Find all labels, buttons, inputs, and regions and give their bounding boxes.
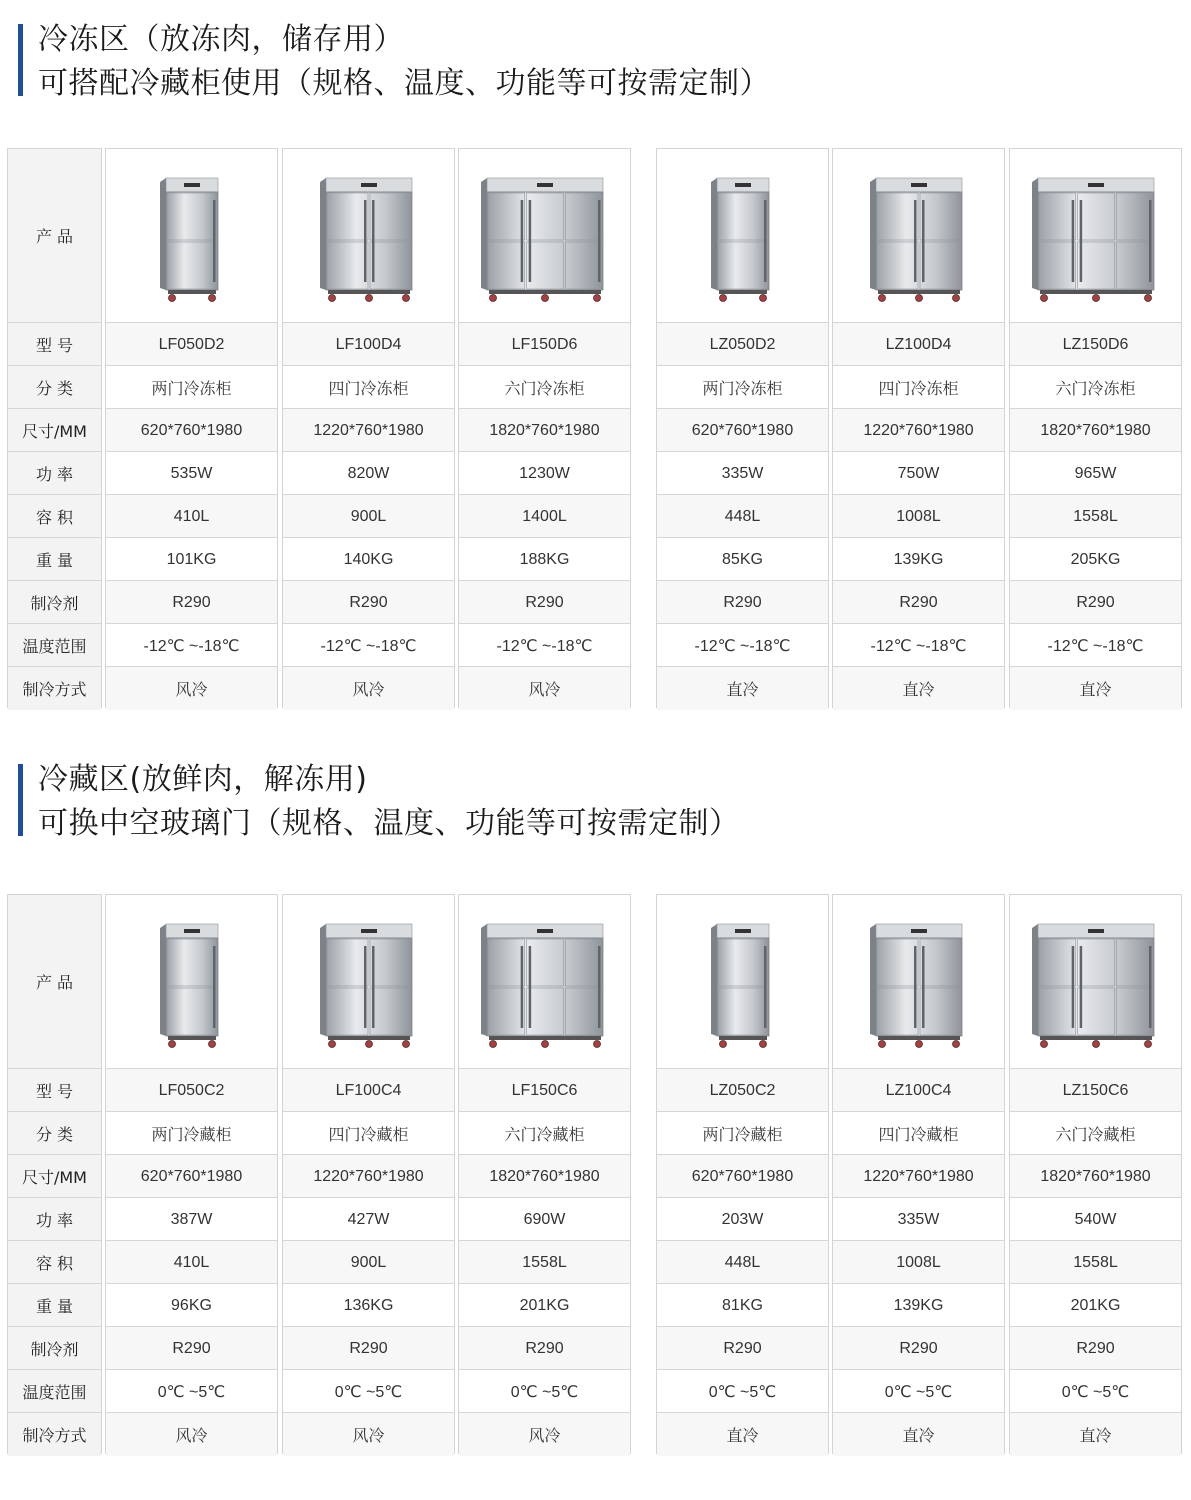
product-image-cell (657, 895, 828, 1068)
fridge-wheel (759, 294, 766, 301)
product-column (1009, 894, 1182, 1454)
product-image-cell (106, 895, 277, 1068)
cell-volume: 1558L (459, 1240, 630, 1284)
cell-weight: 139KG (833, 1283, 1004, 1327)
row-label-model: 型 号 (8, 322, 101, 366)
product-column (282, 894, 455, 1454)
cell-weight: 96KG (106, 1283, 277, 1327)
fridge-image (854, 912, 984, 1052)
fridge-display (1088, 183, 1104, 187)
fridge-wheel (328, 1040, 335, 1047)
cell-model: LF100D4 (283, 322, 454, 366)
row-label-weight: 重 量 (8, 537, 101, 581)
fridge-base (328, 1036, 410, 1040)
cell-power: 335W (657, 451, 828, 495)
fridge-body (326, 938, 412, 1036)
fridge-handle (520, 946, 523, 1028)
cell-volume: 410L (106, 494, 277, 538)
fridge-display (537, 183, 553, 187)
fridge-handle (598, 200, 601, 282)
fridge-wheel (719, 1040, 726, 1047)
cell-weight: 140KG (283, 537, 454, 581)
cell-temp-range: -12℃ ~-18℃ (833, 623, 1004, 667)
fridge-wheel (402, 1040, 409, 1047)
cell-temp-range: 0℃ ~5℃ (283, 1369, 454, 1413)
fridge-handle (1079, 200, 1082, 282)
chiller-title: 冷藏区(放鲜肉，解冻用) (38, 762, 368, 797)
cell-temp-range: 0℃ ~5℃ (1010, 1369, 1181, 1413)
chiller-subtitle: 可换中空玻璃门（规格、温度、功能等可按需定制） (38, 806, 740, 841)
fridge-image (304, 912, 434, 1052)
fridge-wheel (952, 1040, 959, 1047)
fridge-handle (520, 200, 523, 282)
product-column (656, 148, 829, 708)
fridge-body (1038, 938, 1154, 1036)
product-column (832, 148, 1005, 708)
cell-power: 535W (106, 451, 277, 495)
cell-refrigerant: R290 (657, 580, 828, 624)
cell-temp-range: 0℃ ~5℃ (459, 1369, 630, 1413)
cell-volume: 410L (106, 1240, 277, 1284)
row-label-cooling-method: 制冷方式 (8, 666, 101, 710)
cell-power: 965W (1010, 451, 1181, 495)
fridge-image (127, 166, 257, 306)
cell-model: LZ100D4 (833, 322, 1004, 366)
product-image-cell (1010, 149, 1181, 322)
cell-volume: 1008L (833, 494, 1004, 538)
cell-model: LZ050C2 (657, 1068, 828, 1112)
fridge-wheel (1144, 1040, 1151, 1047)
cell-size: 1220*760*1980 (833, 1154, 1004, 1198)
fridge-display (1088, 929, 1104, 933)
cell-size: 620*760*1980 (657, 408, 828, 452)
fridge-wheel (759, 1040, 766, 1047)
cell-weight: 188KG (459, 537, 630, 581)
row-label-volume: 容 积 (8, 1240, 101, 1284)
cell-model: LZ050D2 (657, 322, 828, 366)
cell-category: 两门冷冻柜 (657, 365, 828, 409)
fridge-base (1040, 290, 1152, 294)
cell-volume: 448L (657, 1240, 828, 1284)
fridge-display (184, 183, 200, 187)
product-column (458, 148, 631, 708)
cell-power: 387W (106, 1197, 277, 1241)
fridge-base (1040, 1036, 1152, 1040)
fridge-wheel (168, 294, 175, 301)
cell-volume: 448L (657, 494, 828, 538)
cell-size: 1220*760*1980 (283, 408, 454, 452)
row-label-category: 分 类 (8, 1111, 101, 1155)
fridge-wheel (489, 294, 496, 301)
product-image-cell (657, 149, 828, 322)
cell-model: LZ150D6 (1010, 322, 1181, 366)
row-label-product: 产 品 (8, 149, 101, 322)
cell-weight: 81KG (657, 1283, 828, 1327)
row-label-volume: 容 积 (8, 494, 101, 538)
cell-weight: 139KG (833, 537, 1004, 581)
cell-refrigerant: R290 (833, 1326, 1004, 1370)
cell-size: 620*760*1980 (106, 408, 277, 452)
row-label-column (7, 894, 102, 1454)
cell-temp-range: -12℃ ~-18℃ (459, 623, 630, 667)
cell-temp-range: 0℃ ~5℃ (657, 1369, 828, 1413)
product-image-cell (283, 895, 454, 1068)
fridge-handle (372, 200, 375, 282)
cell-refrigerant: R290 (1010, 1326, 1181, 1370)
cell-temp-range: -12℃ ~-18℃ (283, 623, 454, 667)
fridge-handle (1149, 200, 1152, 282)
row-label-size: 尺寸/MM (8, 1154, 101, 1198)
row-label-column (7, 148, 102, 708)
fridge-handle (914, 946, 917, 1028)
cell-cooling-method: 风冷 (106, 666, 277, 710)
cell-model: LF050C2 (106, 1068, 277, 1112)
fridge-body (1038, 192, 1154, 290)
fridge-handle (528, 200, 531, 282)
fridge-display (361, 929, 377, 933)
row-label-size: 尺寸/MM (8, 408, 101, 452)
heading-accent-bar (18, 764, 23, 836)
fridge-image (854, 166, 984, 306)
fridge-handle (372, 946, 375, 1028)
row-label-power: 功 率 (8, 1197, 101, 1241)
product-column (656, 894, 829, 1454)
cell-refrigerant: R290 (833, 580, 1004, 624)
fridge-wheel (402, 294, 409, 301)
fridge-wheel (328, 294, 335, 301)
freezer-title: 冷冻区（放冻肉，储存用） (38, 22, 404, 57)
product-column (105, 148, 278, 708)
freezer-subtitle: 可搭配冷藏柜使用（规格、温度、功能等可按需定制） (38, 66, 770, 101)
cell-cooling-method: 风冷 (459, 1412, 630, 1456)
cell-volume: 1558L (1010, 494, 1181, 538)
fridge-display (184, 929, 200, 933)
fridge-base (168, 1036, 216, 1040)
product-image-cell (106, 149, 277, 322)
fridge-base (719, 1036, 767, 1040)
fridge-base (328, 290, 410, 294)
fridge-wheel (878, 1040, 885, 1047)
row-label-category: 分 类 (8, 365, 101, 409)
fridge-handle (1079, 946, 1082, 1028)
row-label-refrigerant: 制冷剂 (8, 1326, 101, 1370)
cell-cooling-method: 直冷 (657, 666, 828, 710)
product-image-cell (833, 149, 1004, 322)
fridge-handle (914, 200, 917, 282)
cell-category: 两门冷藏柜 (657, 1111, 828, 1155)
cell-power: 427W (283, 1197, 454, 1241)
fridge-handle (1149, 946, 1152, 1028)
fridge-wheel (915, 294, 922, 301)
fridge-handle (598, 946, 601, 1028)
cell-category: 六门冷藏柜 (1010, 1111, 1181, 1155)
fridge-handle (213, 946, 216, 1028)
cell-refrigerant: R290 (283, 1326, 454, 1370)
cell-model: LF150D6 (459, 322, 630, 366)
cell-refrigerant: R290 (1010, 580, 1181, 624)
fridge-wheel (208, 1040, 215, 1047)
cell-volume: 900L (283, 494, 454, 538)
cell-cooling-method: 直冷 (1010, 1412, 1181, 1456)
cell-temp-range: -12℃ ~-18℃ (1010, 623, 1181, 667)
row-label-temp-range: 温度范围 (8, 623, 101, 667)
cell-power: 690W (459, 1197, 630, 1241)
fridge-display (735, 183, 751, 187)
product-column (282, 148, 455, 708)
product-column (458, 894, 631, 1454)
cell-power: 820W (283, 451, 454, 495)
cell-category: 六门冷冻柜 (459, 365, 630, 409)
cell-temp-range: 0℃ ~5℃ (833, 1369, 1004, 1413)
cell-volume: 1558L (1010, 1240, 1181, 1284)
fridge-wheel (1144, 294, 1151, 301)
cell-category: 六门冷冻柜 (1010, 365, 1181, 409)
cell-model: LZ150C6 (1010, 1068, 1181, 1112)
cell-refrigerant: R290 (106, 580, 277, 624)
cell-model: LF100C4 (283, 1068, 454, 1112)
fridge-handle (1071, 200, 1074, 282)
cell-cooling-method: 风冷 (283, 1412, 454, 1456)
cell-refrigerant: R290 (283, 580, 454, 624)
fridge-wheel (1040, 1040, 1047, 1047)
fridge-wheel (593, 1040, 600, 1047)
fridge-image (480, 912, 610, 1052)
cell-cooling-method: 直冷 (833, 666, 1004, 710)
fridge-base (168, 290, 216, 294)
cell-volume: 1400L (459, 494, 630, 538)
fridge-image (304, 166, 434, 306)
cell-size: 1220*760*1980 (283, 1154, 454, 1198)
fridge-display (911, 183, 927, 187)
cell-temp-range: 0℃ ~5℃ (106, 1369, 277, 1413)
cell-category: 四门冷藏柜 (833, 1111, 1004, 1155)
cell-refrigerant: R290 (459, 580, 630, 624)
product-image-cell (459, 149, 630, 322)
fridge-body (166, 192, 218, 290)
product-image-cell (459, 895, 630, 1068)
fridge-wheel (593, 294, 600, 301)
product-column (832, 894, 1005, 1454)
fridge-image (480, 166, 610, 306)
cell-size: 1820*760*1980 (459, 408, 630, 452)
fridge-handle (364, 200, 367, 282)
fridge-image (678, 166, 808, 306)
cell-volume: 900L (283, 1240, 454, 1284)
fridge-base (878, 1036, 960, 1040)
row-label-weight: 重 量 (8, 1283, 101, 1327)
fridge-wheel (915, 1040, 922, 1047)
cell-temp-range: -12℃ ~-18℃ (106, 623, 277, 667)
fridge-wheel (365, 1040, 372, 1047)
cell-category: 四门冷藏柜 (283, 1111, 454, 1155)
cell-size: 1220*760*1980 (833, 408, 1004, 452)
fridge-body (487, 192, 603, 290)
cell-weight: 136KG (283, 1283, 454, 1327)
fridge-image (1031, 912, 1161, 1052)
fridge-display (911, 929, 927, 933)
fridge-handle (922, 200, 925, 282)
fridge-body (326, 192, 412, 290)
cell-cooling-method: 直冷 (1010, 666, 1181, 710)
cell-model: LF150C6 (459, 1068, 630, 1112)
cell-size: 1820*760*1980 (1010, 1154, 1181, 1198)
cell-category: 四门冷冻柜 (283, 365, 454, 409)
cell-model: LF050D2 (106, 322, 277, 366)
cell-volume: 1008L (833, 1240, 1004, 1284)
cell-power: 1230W (459, 451, 630, 495)
fridge-image (1031, 166, 1161, 306)
fridge-handle (1071, 946, 1074, 1028)
product-image-cell (833, 895, 1004, 1068)
fridge-wheel (541, 294, 548, 301)
fridge-wheel (541, 1040, 548, 1047)
row-label-product: 产 品 (8, 895, 101, 1068)
fridge-display (361, 183, 377, 187)
heading-accent-bar (18, 24, 23, 96)
fridge-wheel (208, 294, 215, 301)
fridge-wheel (489, 1040, 496, 1047)
fridge-image (678, 912, 808, 1052)
fridge-base (719, 290, 767, 294)
row-label-model: 型 号 (8, 1068, 101, 1112)
row-label-power: 功 率 (8, 451, 101, 495)
cell-cooling-method: 风冷 (283, 666, 454, 710)
cell-refrigerant: R290 (657, 1326, 828, 1370)
cell-power: 203W (657, 1197, 828, 1241)
cell-cooling-method: 风冷 (459, 666, 630, 710)
fridge-handle (364, 946, 367, 1028)
row-label-cooling-method: 制冷方式 (8, 1412, 101, 1456)
cell-category: 两门冷冻柜 (106, 365, 277, 409)
product-image-cell (283, 149, 454, 322)
fridge-body (717, 938, 769, 1036)
cell-weight: 201KG (1010, 1283, 1181, 1327)
fridge-display (735, 929, 751, 933)
cell-cooling-method: 直冷 (833, 1412, 1004, 1456)
cell-category: 六门冷藏柜 (459, 1111, 630, 1155)
cell-size: 620*760*1980 (106, 1154, 277, 1198)
fridge-base (489, 290, 601, 294)
cell-refrigerant: R290 (106, 1326, 277, 1370)
fridge-wheel (365, 294, 372, 301)
fridge-display (537, 929, 553, 933)
cell-temp-range: -12℃ ~-18℃ (657, 623, 828, 667)
fridge-handle (528, 946, 531, 1028)
cell-power: 540W (1010, 1197, 1181, 1241)
fridge-wheel (1092, 1040, 1099, 1047)
fridge-handle (922, 946, 925, 1028)
cell-weight: 101KG (106, 537, 277, 581)
row-label-refrigerant: 制冷剂 (8, 580, 101, 624)
fridge-body (487, 938, 603, 1036)
fridge-handle (764, 946, 767, 1028)
cell-weight: 85KG (657, 537, 828, 581)
cell-power: 750W (833, 451, 1004, 495)
fridge-wheel (1092, 294, 1099, 301)
cell-size: 1820*760*1980 (459, 1154, 630, 1198)
fridge-base (878, 290, 960, 294)
fridge-wheel (1040, 294, 1047, 301)
cell-category: 四门冷冻柜 (833, 365, 1004, 409)
fridge-wheel (719, 294, 726, 301)
cell-refrigerant: R290 (459, 1326, 630, 1370)
row-label-temp-range: 温度范围 (8, 1369, 101, 1413)
cell-size: 620*760*1980 (657, 1154, 828, 1198)
fridge-body (876, 938, 962, 1036)
fridge-body (717, 192, 769, 290)
cell-power: 335W (833, 1197, 1004, 1241)
cell-size: 1820*760*1980 (1010, 408, 1181, 452)
fridge-handle (213, 200, 216, 282)
cell-weight: 201KG (459, 1283, 630, 1327)
product-column (1009, 148, 1182, 708)
fridge-wheel (952, 294, 959, 301)
cell-weight: 205KG (1010, 537, 1181, 581)
fridge-image (127, 912, 257, 1052)
product-column (105, 894, 278, 1454)
fridge-body (166, 938, 218, 1036)
cell-cooling-method: 直冷 (657, 1412, 828, 1456)
cell-category: 两门冷藏柜 (106, 1111, 277, 1155)
fridge-body (876, 192, 962, 290)
fridge-wheel (878, 294, 885, 301)
cell-cooling-method: 风冷 (106, 1412, 277, 1456)
cell-model: LZ100C4 (833, 1068, 1004, 1112)
fridge-handle (764, 200, 767, 282)
fridge-base (489, 1036, 601, 1040)
product-image-cell (1010, 895, 1181, 1068)
fridge-wheel (168, 1040, 175, 1047)
